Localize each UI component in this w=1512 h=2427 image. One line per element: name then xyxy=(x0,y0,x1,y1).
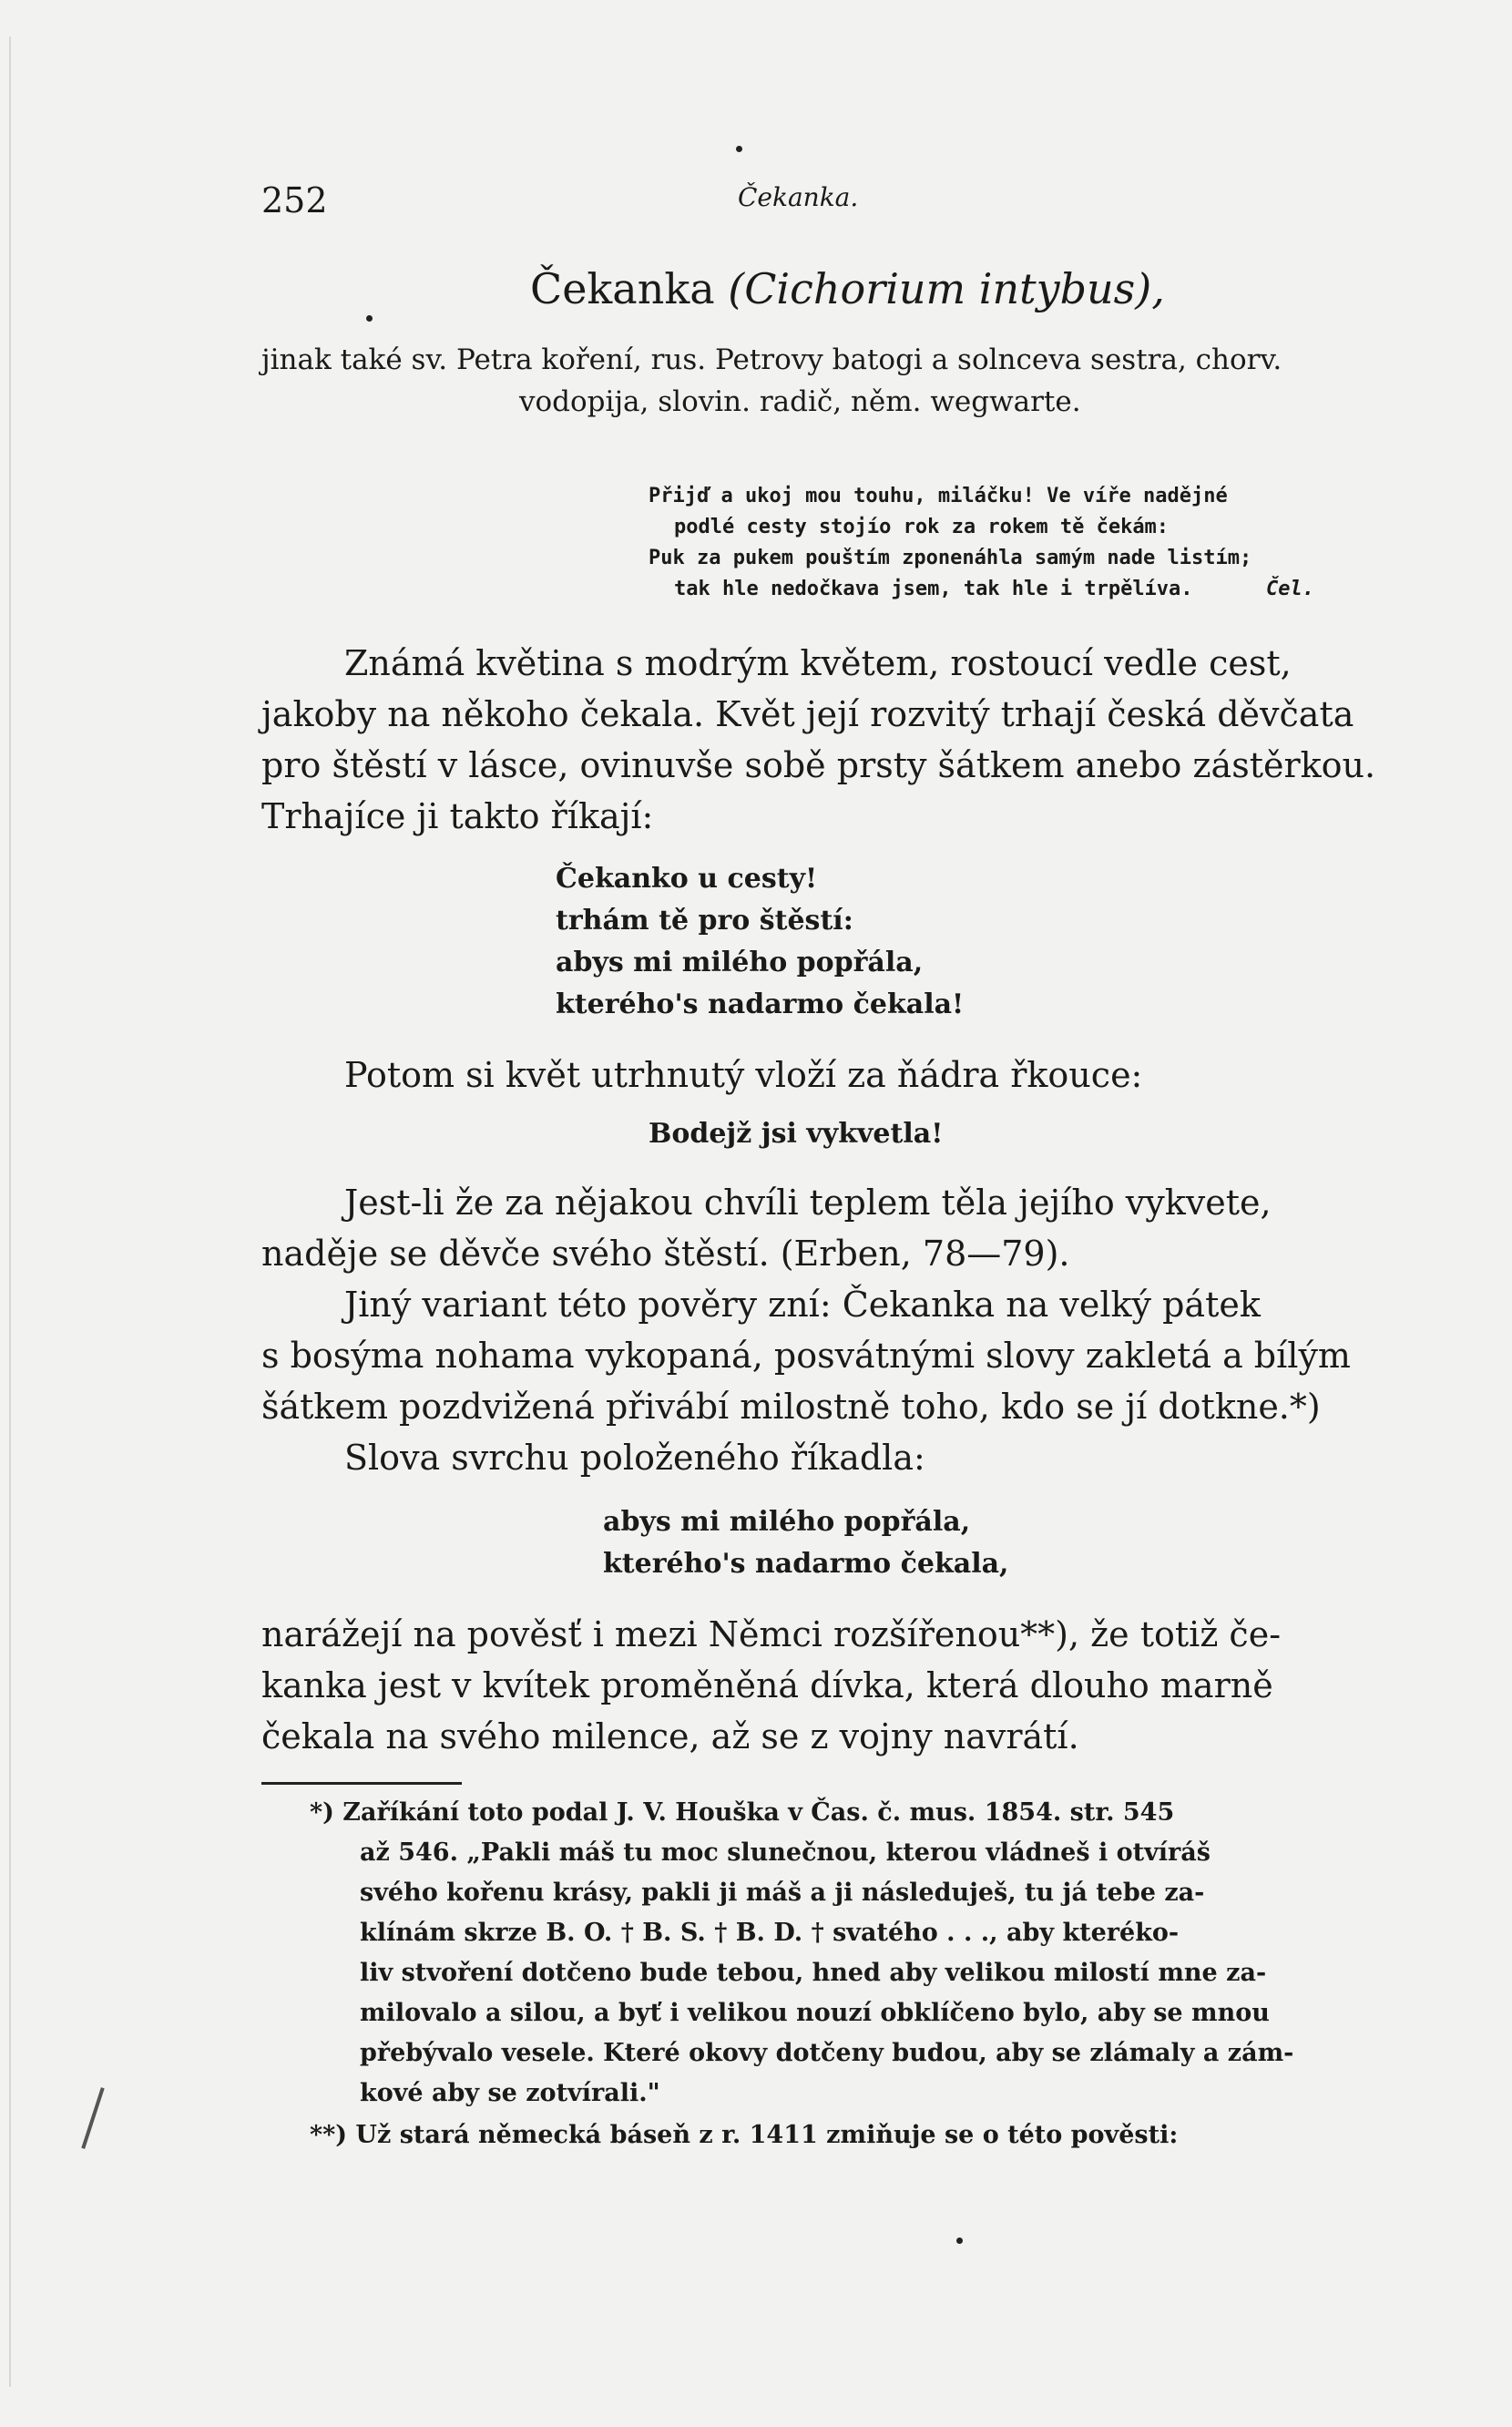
running-head: Čekanka. xyxy=(738,182,859,212)
verse-3-line-1: abys mi milého popřála, xyxy=(603,1506,971,1538)
footnote-1-line-2: až 546. „Pakli máš tu moc slunečnou, kterou vládneš i otvíráš xyxy=(360,1838,1211,1867)
motto-line-4: tak hle nedočkava jsem, tak hle i trpělíva. xyxy=(674,578,1193,600)
footnote-1-line-3: svého kořenu krásy, pakli ji máš a ji následuješ, tu já tebe za- xyxy=(360,1879,1205,1907)
verse-2: Bodejž jsi vykvetla! xyxy=(649,1118,944,1150)
paragraph-6-line-2: kanka jest v kvítek proměněná dívka, která dlouho marně xyxy=(261,1665,1273,1705)
motto-attribution: Čel. xyxy=(1266,578,1314,600)
paragraph-4-line-1: Jiný variant této pověry zní: Čekanka na velký pátek xyxy=(344,1285,1261,1325)
page-edge xyxy=(9,36,11,2387)
verse-1-line-4: kterého's nadarmo čekala! xyxy=(556,988,965,1020)
motto-line-3: Puk za pukem pouštím zponenáhla samým nade listím; xyxy=(649,547,1252,569)
footnote-1-line-1: *) Zaříkání toto podal J. V. Houška v Čas. č. mus. 1854. str. 545 xyxy=(310,1798,1175,1827)
pencil-mark xyxy=(81,2087,104,2149)
verse-3-line-2: kterého's nadarmo čekala, xyxy=(603,1548,1009,1580)
title-main: Čekanka xyxy=(530,264,715,313)
ink-speck xyxy=(956,2238,963,2244)
paragraph-5: Slova svrchu položeného říkadla: xyxy=(344,1438,925,1478)
synonyms-line-1: jinak také sv. Petra koření, rus. Petrovy batogi a solnceva sestra, chorv. xyxy=(261,343,1282,376)
paragraph-2: Potom si květ utrhnutý vloží za ňádra řkouce: xyxy=(344,1055,1143,1095)
synonyms-line-2: vodopija, slovin. radič, něm. wegwarte. xyxy=(519,385,1081,418)
footnote-1-line-6: milovalo a silou, a byť i velikou nouzí obklíčeno bylo, aby se mnou xyxy=(360,1999,1270,2027)
title-latin: (Cichorium intybus), xyxy=(728,264,1165,313)
footnote-1-line-4: klínám skrze B. O. † B. S. † B. D. † svatého . . ., aby kteréko- xyxy=(360,1919,1180,1947)
paragraph-1-line-3: pro štěstí v lásce, ovinuvše sobě prsty šátkem anebo zástěrkou. xyxy=(261,745,1376,785)
article-title xyxy=(530,264,1165,313)
page-number: 252 xyxy=(261,180,328,220)
footnote-1-line-5: liv stvoření dotčeno bude tebou, hned aby velikou milostí mne za- xyxy=(360,1959,1267,1987)
ink-speck xyxy=(736,146,742,152)
verse-1-line-1: Čekanko u cesty! xyxy=(556,863,818,895)
paragraph-6-line-3: čekala na svého milence, až se z vojny navrátí. xyxy=(261,1716,1079,1756)
motto-line-1: Přijď a ukoj mou touhu, miláčku! Ve víře nadějné xyxy=(649,485,1228,507)
ink-speck xyxy=(366,315,373,322)
paragraph-4-line-2: s bosýma nohama vykopaná, posvátnými slovy zakletá a bílým xyxy=(261,1336,1351,1376)
motto-line-2: podlé cesty stojío rok za rokem tě čekám: xyxy=(674,516,1170,538)
verse-1-line-3: abys mi milého popřála, xyxy=(556,947,924,978)
footnote-1-line-7: přebývalo vesele. Které okovy dotčeny budou, aby se zlámaly a zám- xyxy=(360,2039,1294,2067)
paragraph-1-line-1: Známá květina s modrým květem, rostoucí vedle cest, xyxy=(344,643,1292,683)
paragraph-6-line-1: narážejí na pověsť i mezi Němci rozšířenou**), že totiž če- xyxy=(261,1614,1282,1654)
paragraph-3-line-1: Jest-li že za nějakou chvíli teplem těla jejího vykvete, xyxy=(344,1183,1272,1223)
footnote-rule xyxy=(261,1782,462,1785)
footnote-2-line-1: **) Už stará německá báseň z r. 1411 zmiňuje se o této pověsti: xyxy=(310,2121,1179,2149)
paragraph-1-line-2: jakoby na někoho čekala. Květ její rozvitý trhají česká děvčata xyxy=(261,694,1354,734)
paragraph-1-line-4: Trhajíce ji takto říkají: xyxy=(261,796,654,836)
paragraph-4-line-3: šátkem pozdvižená přivábí milostně toho, kdo se jí dotkne.*) xyxy=(261,1387,1321,1427)
paragraph-3-line-2: naděje se děvče svého štěstí. (Erben, 78—79). xyxy=(261,1234,1070,1274)
verse-1-line-2: trhám tě pro štěstí: xyxy=(556,905,853,937)
footnote-1-line-8: kové aby se zotvírali." xyxy=(360,2079,660,2107)
